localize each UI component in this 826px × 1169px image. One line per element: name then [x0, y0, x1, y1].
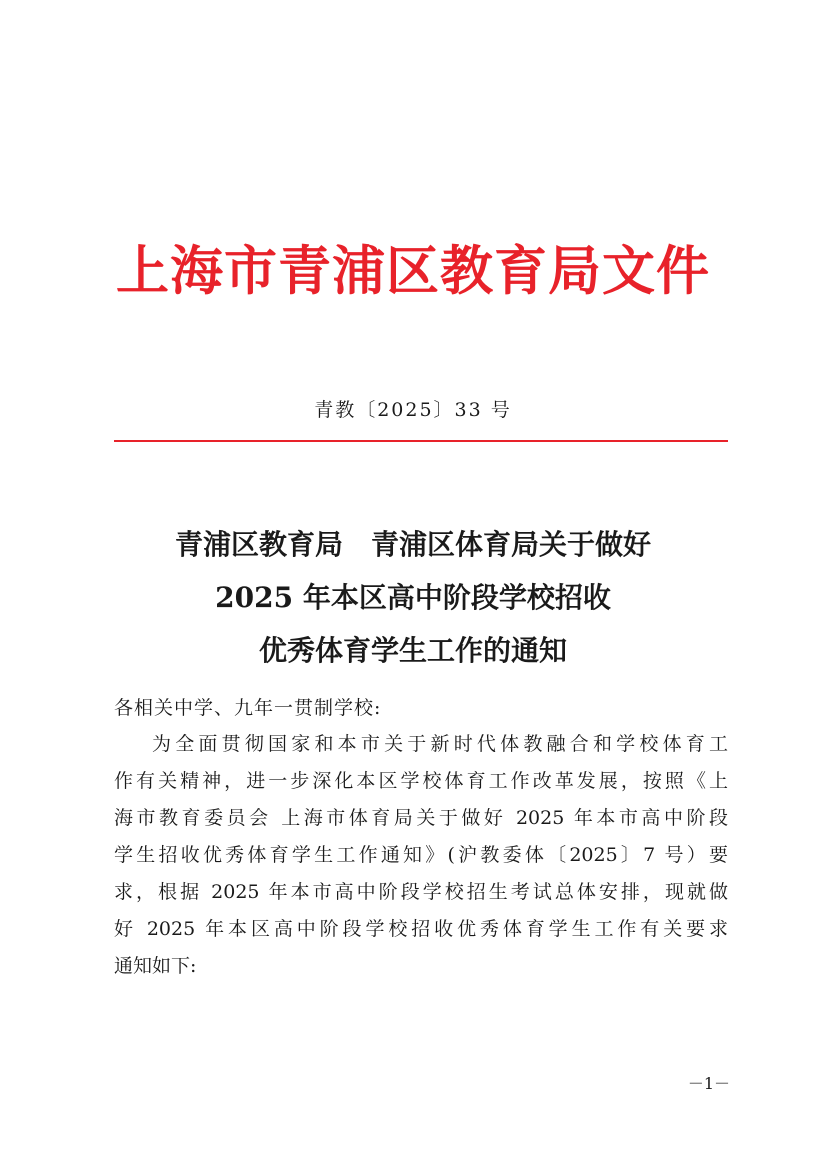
notice-title-line-3: 优秀体育学生工作的通知 — [258, 634, 567, 667]
body-line-4: 学生招收优秀体育学生工作通知》(沪教委体〔2025〕7 号）要 — [114, 844, 728, 866]
body-line-3: 海市教育委员会 上海市体育局关于做好 2025 年本市高中阶段 — [114, 807, 728, 829]
red-divider-line — [114, 440, 728, 442]
issuing-authority-header: 上海市青浦区教育局文件 — [116, 240, 710, 302]
salutation: 各相关中学、九年一贯制学校: — [114, 697, 382, 719]
notice-title-line-1: 青浦区教育局 青浦区体育局关于做好 — [174, 528, 651, 561]
notice-title — [0, 518, 826, 677]
document-number: 青教〔2025〕33 号 — [314, 399, 512, 421]
body-line-5: 求，根据 2025 年本市高中阶段学校招生考试总体安排，现就做 — [114, 881, 728, 903]
body-line-1: 为全面贯彻国家和本市关于新时代体教融合和学校体育工 — [152, 733, 728, 755]
page-number: －1－ — [687, 1074, 730, 1093]
body-line-6: 好 2025 年本区高中阶段学校招收优秀体育学生工作有关要求 — [114, 918, 728, 940]
notice-title-line-2: 2025 年本区高中阶段学校招收 — [215, 581, 611, 614]
body-line-2: 作有关精神，进一步深化本区学校体育工作改革发展，按照《上 — [114, 770, 728, 792]
body-line-7: 通知如下: — [114, 955, 197, 977]
body-paragraph — [114, 726, 728, 985]
